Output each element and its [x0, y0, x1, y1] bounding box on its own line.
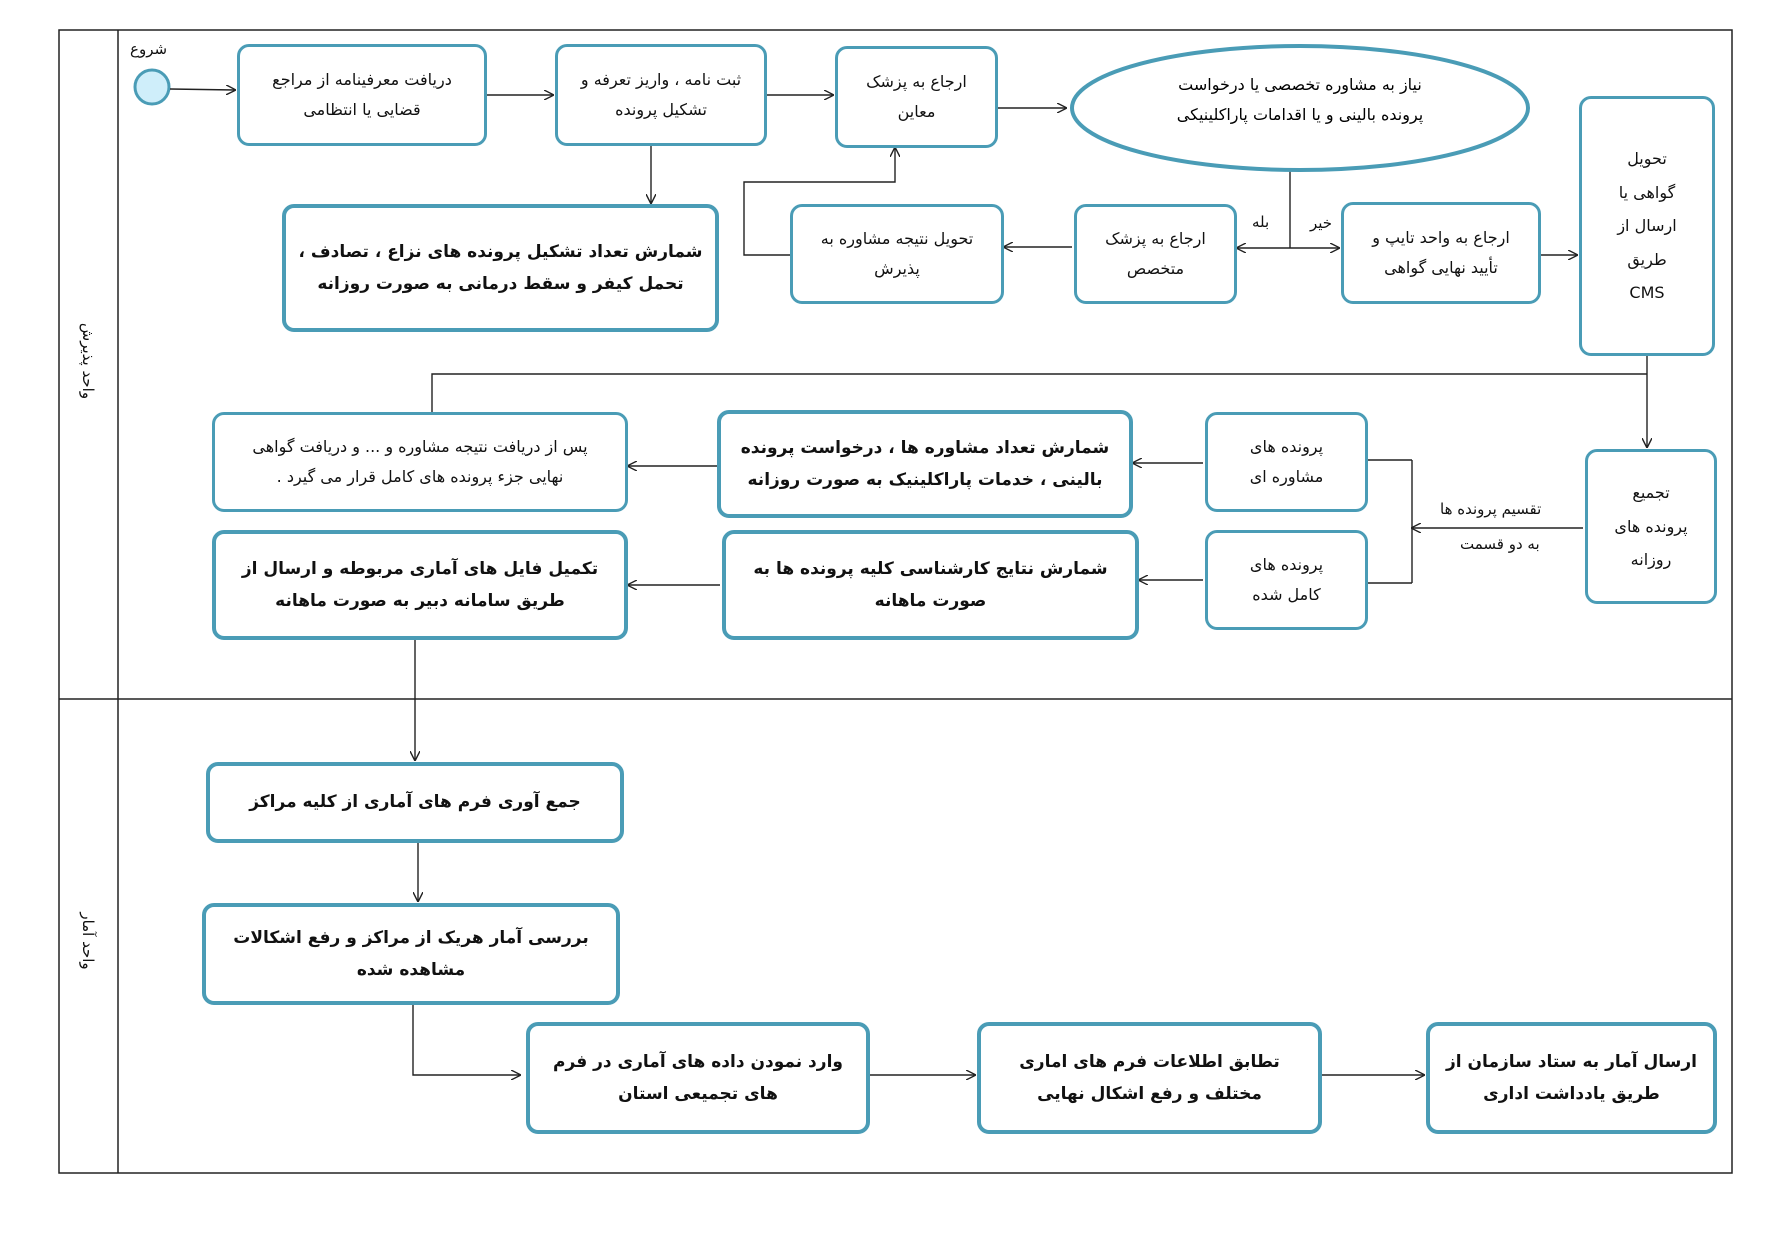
- deliver-cert-l1: تحویل: [1627, 149, 1667, 169]
- after-result-box: [212, 412, 628, 512]
- count-consults-line1: شمارش تعداد مشاوره ها ، درخواست پرونده: [740, 437, 1110, 458]
- yes-label: بله: [1252, 213, 1270, 231]
- consult-files-box: [1205, 412, 1368, 512]
- arrow-review-to-enter: [413, 1005, 520, 1075]
- receive-letter-line1: دریافت معرفینامه از مراجع: [272, 69, 452, 89]
- start-label: شروع: [130, 40, 168, 58]
- enter-data-line2: های تجمیعی استان: [618, 1084, 778, 1104]
- count-consults-line2: بالینی ، خدمات پاراکلینیک به صورت روزانه: [747, 470, 1103, 490]
- refer-typing-box: [1341, 202, 1541, 304]
- count-results-line1: شمارش نتایج کارشناسی کلیه پرونده ها به: [753, 558, 1108, 579]
- refer-examiner-line2: معاین: [897, 102, 936, 121]
- complete-files-line2: کامل شده: [1252, 585, 1321, 604]
- count-results-line2: صورت ماهانه: [874, 591, 987, 611]
- send-stats-line2: طریق یادداشت اداری: [1483, 1084, 1660, 1104]
- deliver-cert-l5: CMS: [1629, 283, 1665, 303]
- refer-specialist-line2: متخصص: [1126, 259, 1185, 278]
- complete-stats-line1: تکمیل فایل های آماری مربوطه و ارسال از: [241, 558, 599, 579]
- refer-specialist-line1: ارجاع به پزشک: [1105, 228, 1206, 248]
- complete-files-line1: پرونده های: [1249, 554, 1324, 574]
- register-line2: تشکیل پرونده: [615, 100, 707, 119]
- complete-stats-box: [212, 530, 628, 640]
- consult-files-line1: پرونده های: [1249, 436, 1324, 456]
- start-node: [135, 70, 169, 104]
- split-label-line1: تقسیم پرونده ها: [1440, 500, 1542, 518]
- count-cases-line2: تحمل کیفر و سقط درمانی به صورت روزانه: [317, 274, 684, 294]
- arrow-start-to-receive: [170, 89, 235, 90]
- collect-forms-box: [206, 762, 624, 843]
- need-consult-text: [1090, 70, 1510, 131]
- after-result-line1: پس از دریافت نتیجه مشاوره و ... و دریافت گواهی: [252, 436, 588, 456]
- deliver-cert-l4: طریق: [1627, 249, 1667, 269]
- after-result-line2: نهایی جزء پرونده های کامل قرار می گیرد .: [276, 467, 564, 486]
- count-cases-line1: شمارش تعداد تشکیل پرونده های نزاع ، تصادف ،: [298, 241, 703, 262]
- review-stats-line1: بررسی آمار هریک از مراکز و رفع اشکالات: [233, 927, 589, 948]
- receive-letter-box: [237, 44, 487, 146]
- send-stats-line1: ارسال آمار به ستاد سازمان از: [1446, 1051, 1697, 1072]
- refer-examiner-box: [835, 46, 998, 148]
- match-info-box: [977, 1022, 1322, 1134]
- need-consult-line1: نیاز به مشاوره تخصصی یا درخواست: [1178, 75, 1422, 94]
- consult-files-line2: مشاوره ای: [1249, 467, 1324, 486]
- complete-files-box: [1205, 530, 1368, 630]
- match-info-line2: مختلف و رفع اشکال نهایی: [1037, 1084, 1262, 1104]
- count-cases-box: [282, 204, 719, 332]
- deliver-consult-box: [790, 204, 1004, 304]
- register-box: [555, 44, 767, 146]
- deliver-consult-line1: تحویل نتیجه مشاوره به: [820, 228, 974, 248]
- collect-forms-line1: جمع آوری فرم های آماری از کلیه مراکز: [249, 792, 581, 813]
- receive-letter-line2: قضایی یا انتظامی: [303, 100, 421, 119]
- count-results-box: [722, 530, 1139, 640]
- review-stats-box: [202, 903, 620, 1005]
- register-line1: ثبت نامه ، واریز تعرفه و: [580, 69, 742, 89]
- aggregate-daily-l1: تجمیع: [1632, 483, 1670, 503]
- enter-data-box: [526, 1022, 870, 1134]
- split-label-line2: به دو قسمت: [1460, 535, 1540, 553]
- aggregate-daily-box: [1585, 449, 1717, 604]
- send-stats-box: [1426, 1022, 1717, 1134]
- deliver-cert-l2: گواهی یا: [1618, 182, 1676, 202]
- refer-typing-line2: تأیید نهایی گواهی: [1384, 258, 1498, 277]
- deliver-consult-line2: پذیرش: [874, 259, 920, 278]
- count-consults-box: [717, 410, 1133, 518]
- no-label: خیر: [1310, 214, 1333, 232]
- lane-reception-title: واحد پذیرش: [79, 322, 97, 400]
- refer-typing-line1: ارجاع به واحد تایپ و: [1372, 227, 1510, 247]
- aggregate-daily-l3: روزانه: [1630, 550, 1672, 570]
- review-stats-line2: مشاهده شده: [356, 960, 466, 980]
- aggregate-daily-l2: پرونده های: [1614, 516, 1688, 536]
- refer-examiner-line1: ارجاع به پزشک: [866, 71, 967, 91]
- need-consult-line2: پرونده بالینی و یا اقدامات پاراکلینیکی: [1176, 105, 1424, 125]
- connector-top-loop: [432, 374, 1647, 412]
- lane-statistics-title: واحد آمار: [79, 912, 97, 970]
- enter-data-line1: وارد نمودن داده های آماری در فرم: [553, 1051, 843, 1072]
- refer-specialist-box: [1074, 204, 1237, 304]
- deliver-cert-l3: ارسال از: [1617, 216, 1677, 236]
- match-info-line1: تطابق اطلاعات فرم های اماری: [1019, 1051, 1280, 1072]
- deliver-cert-box: [1579, 96, 1715, 356]
- complete-stats-line2: طریق سامانه دبیر به صورت ماهانه: [275, 591, 565, 611]
